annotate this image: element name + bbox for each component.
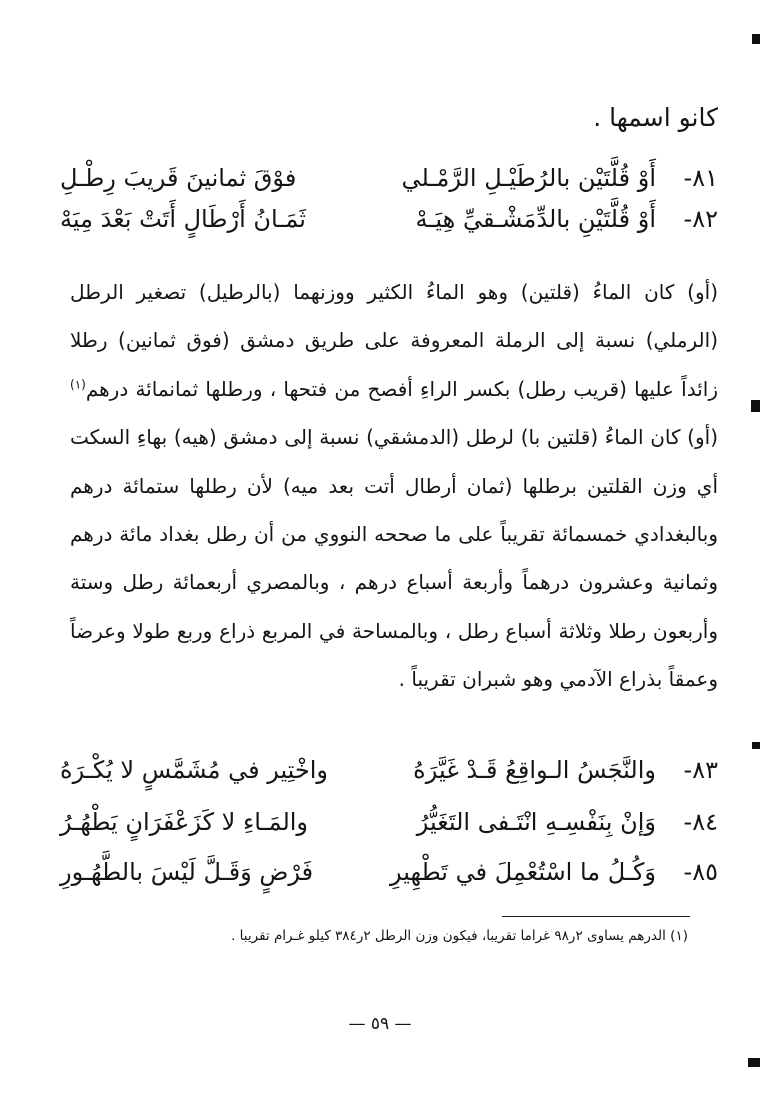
verse-first-hemistich: أَوْ قُلَّتَيْن بالرُطَيْـلِ الرَّمْـلي (401, 164, 656, 192)
footnote-text: الدرهم يساوى ٢ر٩٨ غراما تقريبا، فيكون وزن الرطل ٢ر٣٨٤ كيلو غـرام تقريبا . (231, 928, 666, 944)
verse-line (60, 802, 718, 842)
page-number: — ٥٩ — (348, 1014, 412, 1034)
verse-number: ٨٥- (683, 858, 718, 886)
scan-artifact (752, 742, 760, 749)
verse-line (60, 158, 718, 198)
footnote-reference: (١) (70, 377, 86, 392)
footnote-marker: (١) (670, 928, 688, 944)
verse-first-hemistich: وَكُـلُ ما اسْتُعْمِلَ في تَطْهِيرِ (390, 858, 656, 886)
commentary-paragraph (70, 268, 718, 704)
verse-line (60, 750, 718, 790)
scan-artifact (752, 34, 760, 44)
verse-second-hemistich: فَرْضٍ وَقَـلَّ لَيْسَ بالطَّهُـورِ (60, 858, 314, 886)
verse-line (60, 852, 718, 892)
commentary-text: (أو) كان الماءُ (قلتين) وهو الماءُ الكثير ووزنهما (بالرطيل) تصغير الرطل (الرملي) نسبة إلى الرملة المعروفة على طريق دمشق (فوق ثمانين) رطلا زائداً عليها (قريب رطل) بكسر الراءِ أفصح من فتحها ، ورطلها ثمانمائة درهم (70, 280, 718, 401)
verse-first-hemistich: وَإنْ بِنَفْسِـهِ انْتَـفى التَغَيُّرُ (416, 808, 656, 836)
footnote-divider (502, 916, 690, 917)
verse-number: ٨٣- (683, 756, 718, 784)
commentary-text: (أو) كان الماءُ (قلتين با) لرطل (الدمشقي) نسبة إلى دمشق (هيه) بهاءِ السكت أي وزن القلتين برطلها (ثمان أرطال أتت بعد ميه) لأن رطلها ستمائة درهم وبالبغدادي خمسمائة تقريباً على ما صححه النووي من أن رطل بغداد مائة درهم وثمانية وعشرون درهماً وأربعة أسباع درهم ، وبالمصري أربعمائة رطل وستة وأربعون رطلا وثلاثة أسباع رطل ، وبالمساحة في المربع ذراع وربع طولا وعرضاً وعمقاً بذراع الآدمي وهو شبران تقريباً . (70, 425, 718, 692)
verse-second-hemistich: والمَـاءِ لا كَزَعْفَرَانٍ يَطْهُـرُ (60, 808, 309, 836)
scan-artifact (748, 1058, 760, 1067)
verse-second-hemistich: فوْقَ ثمانينَ قَريبَ رِطْـلِ (60, 164, 297, 192)
verse-second-hemistich: واخْتِير في مُشَمَّسٍ لا يُكْـرَهُ (60, 756, 329, 784)
verse-first-hemistich: والنَّجَسُ الـواقِعُ قَـدْ غَيَّرَهُ (413, 756, 656, 784)
verse-first-hemistich: أَوْ قُلَّتَيْنِ بالدِّمَشْـقيِّ هِيَـهْ (415, 205, 656, 233)
verse-second-hemistich: ثَمَـانُ أَرْطَالٍ أَتَتْ بَعْدَ مِيَهْ (60, 205, 306, 233)
verse-number: ٨١- (683, 164, 718, 192)
verse-line (60, 199, 718, 239)
footnote (60, 926, 688, 946)
scan-artifact (751, 400, 760, 412)
intro-line: كانو اسمها . (593, 103, 718, 132)
verse-number: ٨٤- (683, 808, 718, 836)
verse-number: ٨٢- (683, 205, 718, 233)
